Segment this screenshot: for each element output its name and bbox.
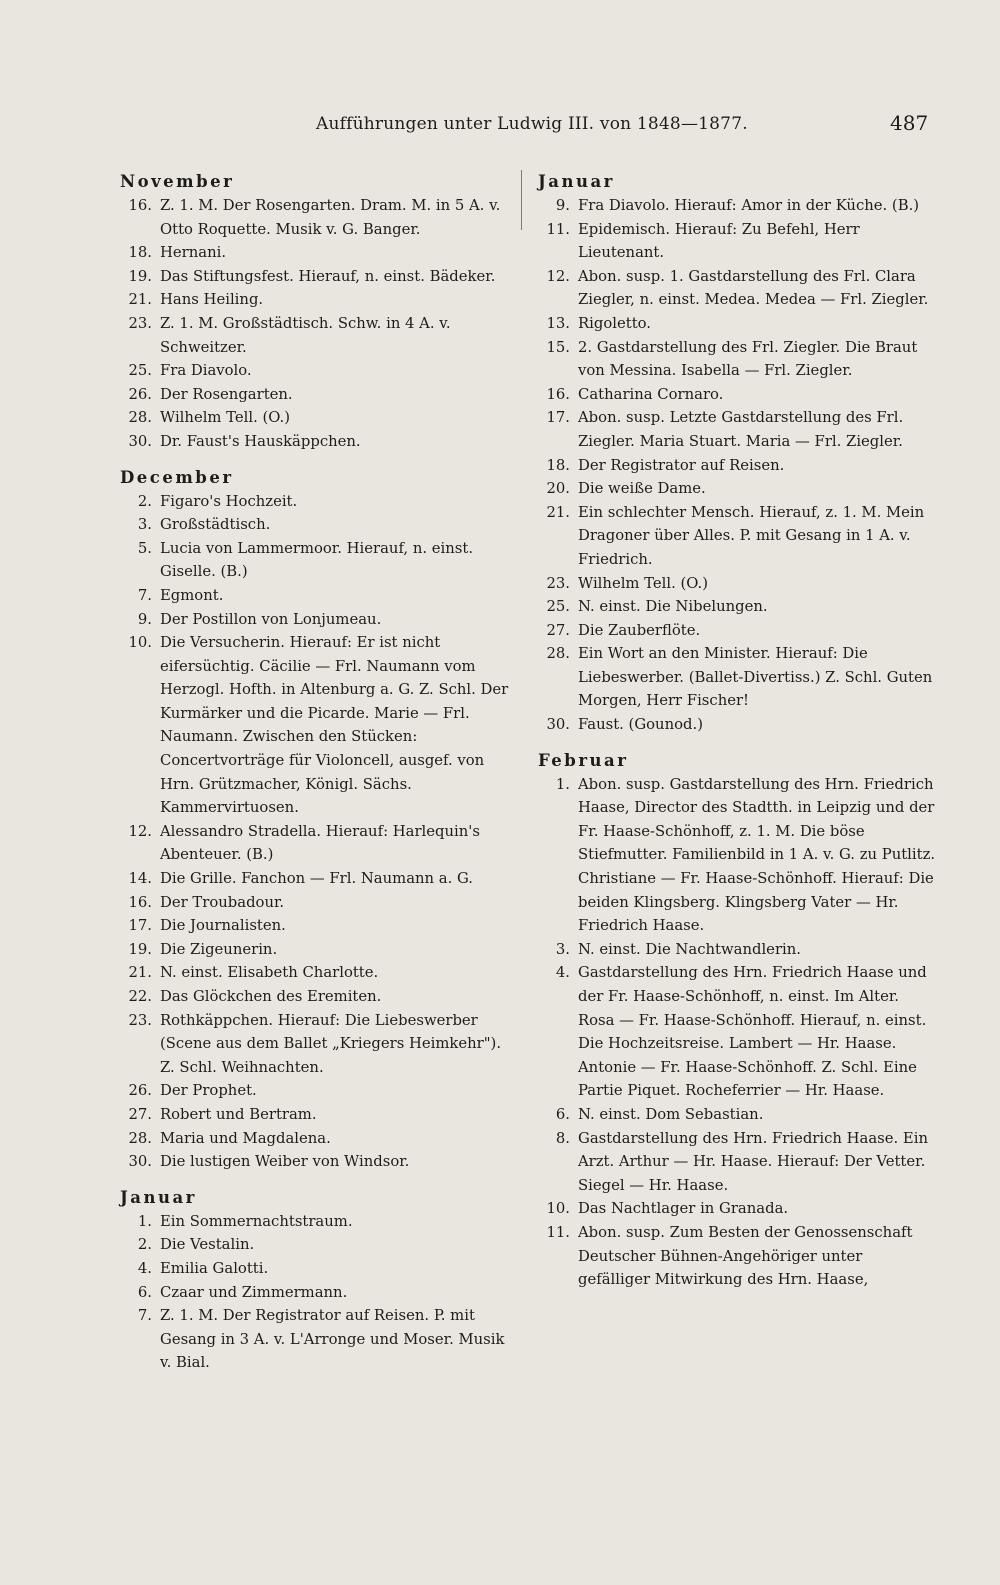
entry-text: Ein Wort an den Minister. Hierauf: Die Liebeswerber. (Ballet-Divertiss.) Z. Schl. Guten Morgen, Herr Fischer! [578, 645, 933, 710]
entry-text: Epidemisch. Hierauf: Zu Befehl, Herr Lieutenant. [578, 220, 860, 262]
performance-entry [538, 773, 938, 938]
performance-entry [538, 595, 938, 619]
entry-day: 1. [555, 775, 570, 793]
performance-entry [538, 1127, 938, 1198]
performance-entry [538, 961, 938, 1103]
performance-entry [538, 501, 938, 572]
performance-entry [120, 867, 520, 891]
entry-text: Dr. Faust's Hauskäppchen. [160, 432, 361, 450]
entry-day: 5. [137, 539, 152, 557]
performance-entry [120, 938, 520, 962]
left-column [120, 170, 520, 1375]
entry-day: 16. [546, 385, 570, 403]
entry-text: Die Zigeunerin. [160, 940, 278, 958]
entry-text: Der Troubadour. [160, 893, 285, 911]
entry-day: 21. [128, 291, 152, 309]
entry-day: 10. [546, 1200, 570, 1218]
entry-day: 16. [128, 893, 152, 911]
page-number: 487 [890, 111, 929, 135]
performance-entry [538, 477, 938, 501]
entry-text: Der Postillon von Lonjumeau. [160, 610, 382, 628]
entry-day: 2. [137, 492, 152, 510]
entry-day: 14. [128, 870, 152, 888]
entry-text: Wilhelm Tell. (O.) [160, 409, 291, 427]
entry-day: 11. [546, 1223, 570, 1241]
performance-entry [120, 312, 520, 359]
entry-text: Catharina Cornaro. [578, 385, 724, 403]
performance-entry [538, 383, 938, 407]
month-heading: Januar [120, 1187, 197, 1207]
entry-text: Rothkäppchen. Hierauf: Die Liebeswerber (Scene aus dem Ballet „Kriegers Heimkehr"). Z. Schl. Weihnachten. [160, 1011, 502, 1076]
entry-day: 16. [128, 197, 152, 214]
entry-text: N. einst. Die Nachtwandlerin. [578, 940, 801, 958]
performance-entry [120, 891, 520, 915]
performance-entry [538, 938, 938, 962]
entry-day: 4. [137, 1259, 152, 1277]
performance-entry [538, 1197, 938, 1221]
month-heading: Februar [538, 750, 629, 770]
month-heading: November [120, 172, 235, 191]
entry-day: 22. [128, 988, 152, 1005]
entry-day: 23. [128, 314, 152, 332]
performance-entry [538, 194, 938, 218]
performance-entry [120, 1257, 520, 1281]
entry-text: Der Prophet. [160, 1082, 257, 1100]
entry-text: Ein Sommernachtstraum. [160, 1212, 353, 1230]
entry-text: Die weiße Dame. [578, 480, 706, 498]
performance-entry [538, 572, 938, 596]
performance-entry [120, 1127, 520, 1151]
entry-day: 7. [137, 586, 152, 604]
entry-text: Das Stiftungsfest. Hierauf, n. einst. Bädeker. [160, 267, 496, 285]
performance-entry [120, 241, 520, 265]
entry-text: Z. 1. M. Der Rosengarten. Dram. M. in 5 A. v. Otto Roquette. Musik v. G. Banger. [160, 197, 501, 238]
entry-day: 6. [137, 1283, 152, 1301]
entry-day: 27. [128, 1105, 152, 1123]
performance-entry [120, 1281, 520, 1305]
entry-day: 3. [555, 940, 570, 958]
entry-day: 4. [555, 964, 570, 982]
entry-day: 26. [128, 1082, 152, 1100]
entry-text: Die Journalisten. [160, 917, 286, 935]
entry-day: 13. [546, 314, 570, 332]
entry-text: N. einst. Die Nibelungen. [578, 598, 768, 616]
entry-text: Die Grille. Fanchon — Frl. Naumann a. G. [160, 870, 474, 888]
performance-entry [120, 194, 520, 241]
entry-text: Die lustigen Weiber von Windsor. [160, 1153, 410, 1171]
entry-day: 30. [128, 432, 152, 450]
entry-text: Z. 1. M. Großstädtisch. Schw. in 4 A. v. Schweitzer. [160, 314, 451, 356]
performance-entry [120, 985, 520, 1009]
running-title: Aufführungen unter Ludwig III. von 1848—1877. [316, 114, 748, 134]
performance-entry [120, 1304, 520, 1375]
column-divider [521, 170, 522, 230]
performance-entry [120, 631, 520, 820]
performance-entry [120, 265, 520, 289]
entry-text: Lucia von Lammermoor. Hierauf, n. einst. Giselle. (B.) [160, 539, 474, 581]
entry-day: 17. [546, 409, 570, 427]
performance-entry [538, 265, 938, 312]
entry-day: 19. [128, 940, 152, 958]
month-heading: December [120, 467, 234, 487]
entry-text: Gastdarstellung des Hrn. Friedrich Haase. Ein Arzt. Arthur — Hr. Haase. Hierauf: Der Vetter. Siegel — Hr. Haase. [578, 1129, 928, 1194]
entry-text: Fra Diavolo. Hierauf: Amor in der Küche. (B.) [578, 197, 920, 214]
performance-entry [120, 608, 520, 632]
entry-text: Faust. (Gounod.) [578, 716, 703, 734]
entry-text: Die Versucherin. Hierauf: Er ist nicht eifersüchtig. Cäcilie — Frl. Naumann vom Herzogl. Hofth. in Altenburg a. G. Z. Schl. Der Kurmärker und die Picarde. Marie — Frl. Naumann. Zwischen den Stücken: Concertvorträge für Violoncell, ausgef. von Hrn. Grützmacher, Königl. Sächs. Kammervirtuosen. [160, 634, 509, 817]
performance-entry [538, 713, 938, 737]
entry-day: 8. [555, 1129, 570, 1147]
entry-text: Maria und Magdalena. [160, 1129, 331, 1147]
performance-entry [538, 312, 938, 336]
entry-text: Hernani. [160, 244, 227, 262]
performance-entry [538, 406, 938, 453]
month-section [538, 749, 938, 1292]
performance-entry [120, 1103, 520, 1127]
entry-text: N. einst. Dom Sebastian. [578, 1105, 764, 1123]
month-section [120, 170, 520, 454]
performance-entry [120, 1009, 520, 1080]
entry-day: 12. [546, 267, 570, 285]
entry-day: 30. [128, 1153, 152, 1171]
entry-text: Rigoletto. [578, 314, 651, 332]
performance-entry [120, 961, 520, 985]
performance-entry [120, 914, 520, 938]
performance-entry [120, 1150, 520, 1174]
entry-text: Der Rosengarten. [160, 385, 293, 403]
entry-text: Das Glöckchen des Eremiten. [160, 988, 382, 1005]
entry-text: Wilhelm Tell. (O.) [578, 574, 709, 592]
performance-entry [120, 490, 520, 514]
entry-text: Egmont. [160, 586, 224, 604]
entry-day: 25. [546, 598, 570, 616]
entry-day: 12. [128, 822, 152, 840]
month-section [538, 170, 938, 737]
performance-entry [120, 359, 520, 383]
entry-day: 7. [137, 1307, 152, 1325]
month-heading: Januar [538, 172, 615, 191]
entry-text: N. einst. Elisabeth Charlotte. [160, 964, 379, 982]
entry-text: Robert und Bertram. [160, 1105, 317, 1123]
performance-entry [538, 218, 938, 265]
entry-day: 9. [555, 197, 570, 214]
performance-entry [120, 1233, 520, 1257]
right-column [538, 170, 938, 1292]
entry-day: 23. [546, 574, 570, 592]
month-section [120, 1186, 520, 1375]
entry-day: 21. [546, 503, 570, 521]
entry-day: 9. [137, 610, 152, 628]
entry-day: 18. [128, 244, 152, 262]
entry-text: Abon. susp. Letzte Gastdarstellung des Frl. Ziegler. Maria Stuart. Maria — Frl. Ziegler. [578, 409, 904, 450]
entry-text: Ein schlechter Mensch. Hierauf, z. 1. M. Mein Dragoner über Alles. P. mit Gesang in 1 A. v. Friedrich. [578, 503, 925, 568]
entry-day: 25. [128, 362, 152, 380]
performance-entry [120, 820, 520, 867]
performance-entry [120, 406, 520, 430]
performance-entry [120, 383, 520, 407]
entry-day: 20. [546, 480, 570, 498]
entry-day: 23. [128, 1011, 152, 1029]
entry-text: 2. Gastdarstellung des Frl. Ziegler. Die Braut von Messina. Isabella — Frl. Ziegler. [578, 338, 918, 380]
entry-text: Hans Heiling. [160, 291, 264, 309]
entry-day: 2. [137, 1236, 152, 1254]
entry-text: Die Vestalin. [160, 1236, 255, 1254]
entry-day: 15. [546, 338, 570, 356]
page-header [0, 111, 1000, 144]
performance-entry [120, 288, 520, 312]
entry-text: Czaar und Zimmermann. [160, 1283, 348, 1301]
entry-day: 28. [128, 1129, 152, 1147]
entry-day: 11. [546, 220, 570, 238]
entry-day: 28. [128, 409, 152, 427]
performance-entry [538, 619, 938, 643]
entry-text: Der Registrator auf Reisen. [578, 456, 785, 474]
entry-text: Alessandro Stradella. Hierauf: Harlequin's Abenteuer. (B.) [160, 822, 480, 864]
entry-text: Abon. susp. Gastdarstellung des Hrn. Friedrich Haase, Director des Stadtth. in Leipzig und der Fr. Haase-Schönhoff, z. 1. M. Die böse Stiefmutter. Familienbild in 1 A. v. G. zu Putlitz. Christiane — Fr. Haase-Schönhoff. Hierauf: Die beiden Klingsberg. Klingsberg Vater — Hr. Friedrich Haase. [578, 775, 936, 935]
entry-text: Großstädtisch. [160, 516, 271, 534]
performance-entry [538, 454, 938, 478]
performance-entry [120, 430, 520, 454]
entry-day: 28. [546, 645, 570, 663]
entry-text: Das Nachtlager in Granada. [578, 1200, 789, 1218]
entry-text: Gastdarstellung des Hrn. Friedrich Haase und der Fr. Haase-Schönhoff, n. einst. Im Alter. Rosa — Fr. Haase-Schönhoff. Hierauf, n. einst. Die Hochzeitsreise. Lambert — Hr. Haase. Antonie — Fr. Haase-Schönhoff. Z. Schl. Eine Partie Piquet. Rocheferrier — Hr. Haase. [578, 964, 927, 1100]
performance-entry [120, 513, 520, 537]
entry-text: Fra Diavolo. [160, 362, 252, 380]
month-section [120, 466, 520, 1174]
entry-text: Figaro's Hochzeit. [160, 492, 298, 510]
entry-day: 18. [546, 456, 570, 474]
entry-text: Z. 1. M. Der Registrator auf Reisen. P. mit Gesang in 3 A. v. L'Arronge und Moser. Musik v. Bial. [160, 1307, 505, 1372]
entry-day: 26. [128, 385, 152, 403]
entry-day: 30. [546, 716, 570, 734]
entry-day: 10. [128, 634, 152, 652]
entry-text: Abon. susp. 1. Gastdarstellung des Frl. Clara Ziegler, n. einst. Medea. Medea — Frl. Ziegler. [578, 267, 929, 309]
entry-day: 27. [546, 621, 570, 639]
entry-day: 3. [137, 516, 152, 534]
entry-text: Die Zauberflöte. [578, 621, 701, 639]
entry-text: Emilia Galotti. [160, 1259, 269, 1277]
performance-entry [120, 537, 520, 584]
entry-day: 1. [137, 1212, 152, 1230]
performance-entry [120, 1079, 520, 1103]
entry-day: 19. [128, 267, 152, 285]
performance-entry [538, 336, 938, 383]
entry-text: Abon. susp. Zum Besten der Genossenschaft Deutscher Bühnen-Angehöriger unter gefälliger Mitwirkung des Hrn. Haase, [578, 1223, 913, 1289]
performance-entry [120, 584, 520, 608]
performance-entry [120, 1210, 520, 1234]
performance-entry [538, 1103, 938, 1127]
performance-entry [538, 642, 938, 713]
entry-day: 21. [128, 964, 152, 982]
performance-entry [538, 1221, 938, 1292]
entry-day: 17. [128, 917, 152, 935]
entry-day: 6. [555, 1105, 570, 1123]
